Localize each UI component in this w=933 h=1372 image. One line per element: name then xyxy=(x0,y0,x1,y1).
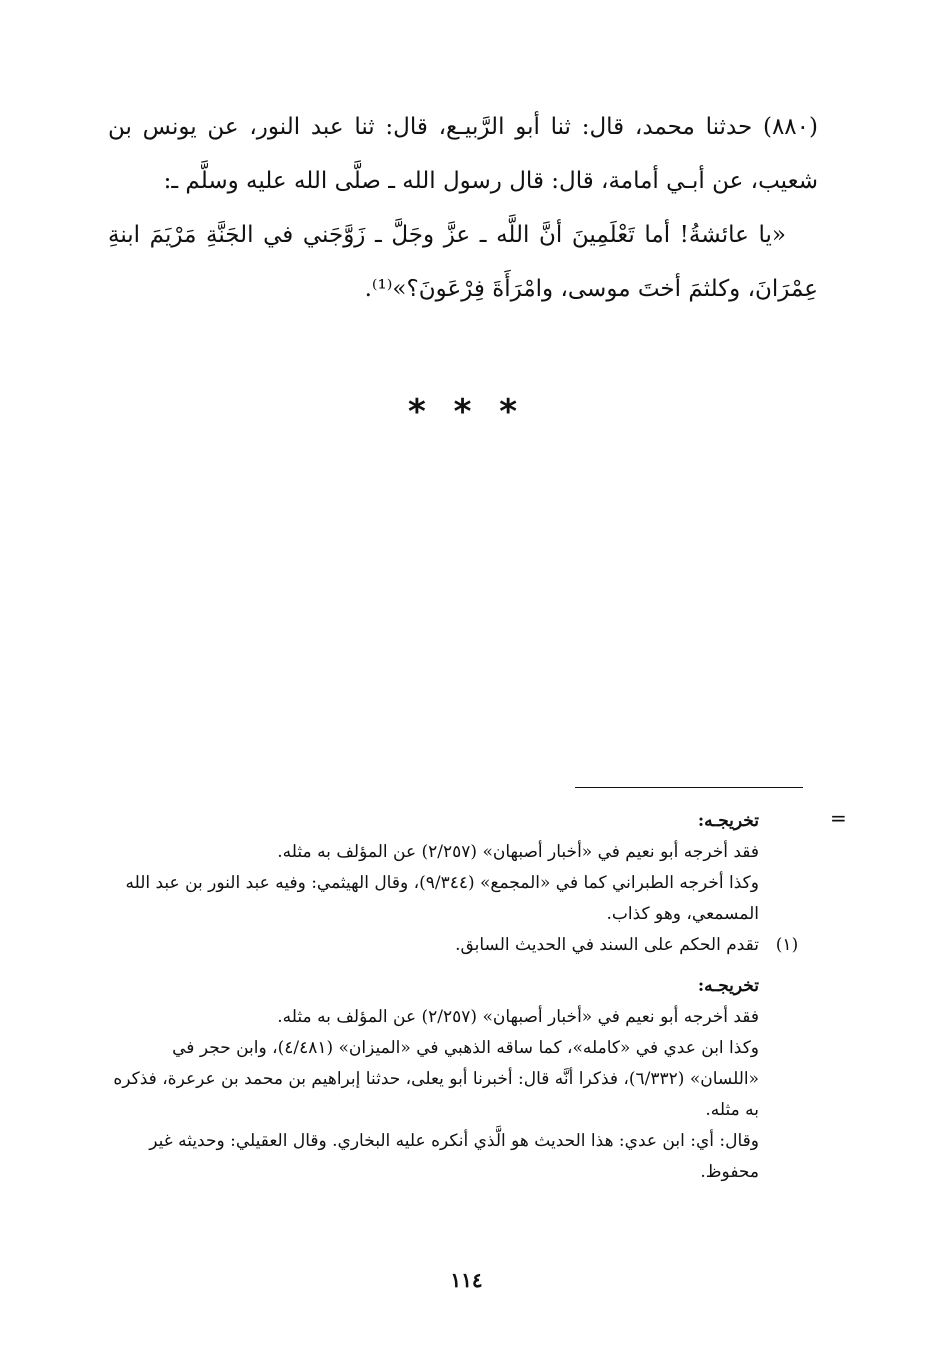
footnote-line: فقد أخرجه أبو نعيم في «أخبار أصبهان» (٢/٢٥٧) عن المؤلف به مثله. xyxy=(277,842,759,862)
footnote-rule xyxy=(575,787,803,788)
hadith-matn: «يا عائشةُ! أما تَعْلَمِينَ أنَّ اللَّه ـ عزَّ وجَلَّ ـ زَوَّجَني في الجَنَّةِ مَرْيَمَ ابنةِ عِمْرَانَ، وكلثمَ أختَ موسى، وامْرَأَةَ فِرْعَونَ؟»⁽¹⁾. xyxy=(108,222,818,302)
footnote-1 xyxy=(104,930,799,1188)
footnote-line: وكذا ابن عدي في «كامله»، كما ساقه الذهبي في «الميزان» (٤/٤٨١)، وابن حجر في «اللسان» (٦/٣٣٢)، فذكرا أنَّه قال: أخبرنا أبو يعلى، حدثنا إبراهيم بن محمد بن عرعرة، فذكره به مثله. xyxy=(113,1038,759,1120)
footnote-heading: تخريجـه: xyxy=(697,811,759,831)
page-number: ١١٤ xyxy=(450,1268,483,1292)
footnote-heading: تخريجـه: xyxy=(697,976,759,996)
hadith-isnad: (٨٨٠) حدثنا محمد، قال: ثنا أبو الرَّبيـع، قال: ثنا عبد النور، عن يونس بن شعيب، عن أبـي أمامة، قال: قال رسول الله ـ صلَّى الله عليه وسلَّم ـ: xyxy=(108,114,818,194)
section-separator: * * * xyxy=(407,392,525,432)
footnote-number: (١) xyxy=(775,935,799,955)
footnote-line: وقال: أي: ابن عدي: هذا الحديث هو الَّذي أنكره عليه البخاري. وقال العقيلي: وحديثه غير محفوظ. xyxy=(149,1131,759,1182)
continuation-mark: = xyxy=(830,806,847,830)
footnotes xyxy=(104,806,799,1188)
hadith-text xyxy=(108,100,818,316)
footnote-line: تقدم الحكم على السند في الحديث السابق. xyxy=(455,935,759,955)
footnote-line: فقد أخرجه أبو نعيم في «أخبار أصبهان» (٢/٢٥٧) عن المؤلف به مثله. xyxy=(277,1007,759,1027)
footnote-line: وكذا أخرجه الطبراني كما في «المجمع» (٩/٣٤٤)، وقال الهيثمي: وفيه عبد النور بن عبد الله المسمعي، وهو كذاب. xyxy=(125,873,759,924)
footnote-continued xyxy=(104,806,759,930)
